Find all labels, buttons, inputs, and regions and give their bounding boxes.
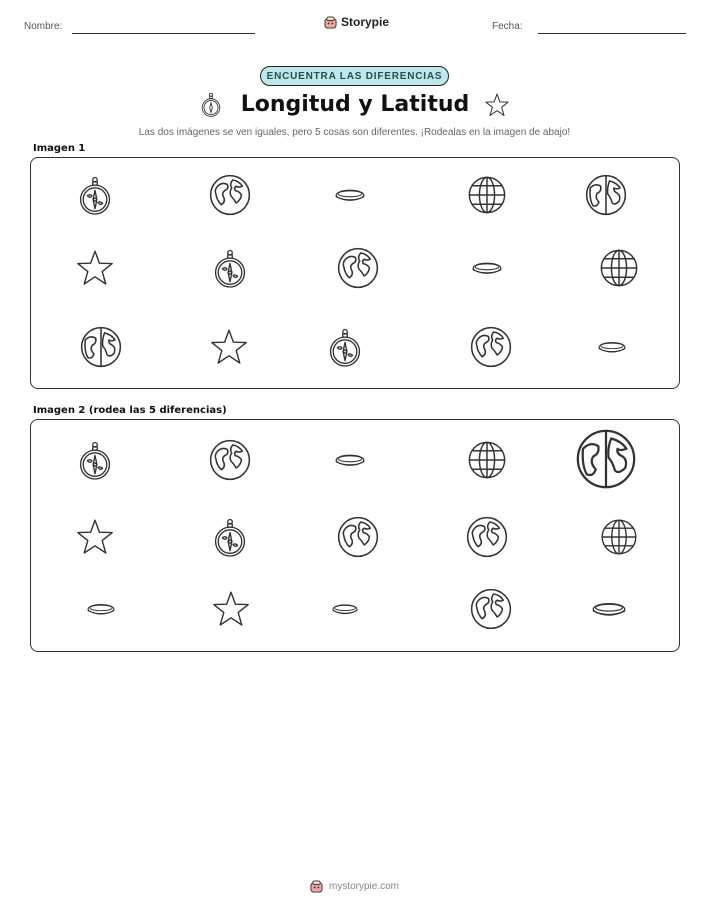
star-icon xyxy=(207,327,251,367)
ring-icon xyxy=(588,333,636,361)
date-label: Fecha: xyxy=(492,21,523,32)
earth-half-icon xyxy=(79,325,123,369)
storypie-logo-icon xyxy=(310,880,323,893)
grid-globe-icon xyxy=(599,517,639,557)
earth-half-icon[interactable] xyxy=(574,427,638,491)
earth-icon[interactable] xyxy=(469,587,513,631)
ring-icon xyxy=(459,253,515,283)
star-icon xyxy=(73,248,117,288)
earth-icon xyxy=(465,515,509,559)
star-icon xyxy=(483,92,511,118)
ring-icon xyxy=(322,596,368,622)
earth-icon[interactable] xyxy=(336,515,380,559)
compass-icon[interactable] xyxy=(211,513,249,561)
star-icon xyxy=(209,589,253,629)
earth-icon xyxy=(208,173,252,217)
earth-icon xyxy=(469,325,513,369)
earth-icon[interactable] xyxy=(465,515,509,559)
page-title: Longitud y Latitud xyxy=(240,92,470,117)
ring-icon xyxy=(588,333,636,361)
image2-label: Imagen 2 (rodea las 5 diferencias) xyxy=(33,405,227,416)
star-icon xyxy=(73,248,117,288)
image1-label: Imagen 1 xyxy=(33,143,86,154)
compass-icon xyxy=(76,171,114,219)
star-icon[interactable] xyxy=(209,589,253,629)
grid-globe-icon xyxy=(466,174,508,216)
earth-half-icon xyxy=(574,427,638,491)
earth-icon[interactable] xyxy=(208,438,252,482)
activity-badge: ENCUENTRA LAS DIFERENCIAS xyxy=(260,66,449,86)
grid-globe-icon[interactable] xyxy=(599,517,639,557)
name-label: Nombre: xyxy=(24,21,63,32)
compass-icon xyxy=(76,436,114,484)
ring-icon xyxy=(578,592,640,626)
ring-icon xyxy=(322,445,378,475)
compass-icon xyxy=(200,91,222,119)
star-icon[interactable] xyxy=(73,517,117,557)
brand-name: Storypie xyxy=(341,15,390,29)
date-line[interactable] xyxy=(538,33,686,34)
earth-icon xyxy=(336,246,380,290)
ring-icon[interactable] xyxy=(322,596,368,622)
compass-icon xyxy=(211,244,249,292)
storypie-logo-icon xyxy=(324,16,337,29)
ring-icon[interactable] xyxy=(322,445,378,475)
earth-half-icon xyxy=(584,173,628,217)
earth-icon xyxy=(336,515,380,559)
ring-icon xyxy=(78,595,124,623)
grid-globe-icon xyxy=(466,174,508,216)
compass-icon xyxy=(76,171,114,219)
compass-icon xyxy=(326,323,364,371)
instructions: Las dos imágenes se ven iguales, pero 5 cosas son diferentes. ¡Rodealas en la imagen de abajo! xyxy=(138,127,571,138)
grid-globe-icon xyxy=(598,247,640,289)
star-icon xyxy=(207,327,251,367)
footer-url[interactable]: mystorypie.com xyxy=(328,881,399,892)
grid-globe-icon[interactable] xyxy=(466,439,508,481)
compass-icon[interactable] xyxy=(76,436,114,484)
earth-half-icon xyxy=(79,325,123,369)
earth-icon xyxy=(469,587,513,631)
compass-icon xyxy=(326,323,364,371)
earth-half-icon xyxy=(584,173,628,217)
compass-icon xyxy=(211,513,249,561)
earth-icon xyxy=(469,325,513,369)
name-line[interactable] xyxy=(72,33,255,34)
grid-globe-icon xyxy=(466,439,508,481)
ring-icon xyxy=(459,253,515,283)
grid-globe-icon xyxy=(598,247,640,289)
ring-icon[interactable] xyxy=(578,592,640,626)
earth-icon xyxy=(208,173,252,217)
ring-icon xyxy=(322,180,378,210)
earth-icon xyxy=(208,438,252,482)
star-icon xyxy=(73,517,117,557)
brand-logo xyxy=(324,15,389,29)
ring-icon[interactable] xyxy=(78,595,124,623)
compass-icon xyxy=(211,244,249,292)
earth-icon xyxy=(336,246,380,290)
footer xyxy=(0,880,709,893)
ring-icon xyxy=(322,180,378,210)
